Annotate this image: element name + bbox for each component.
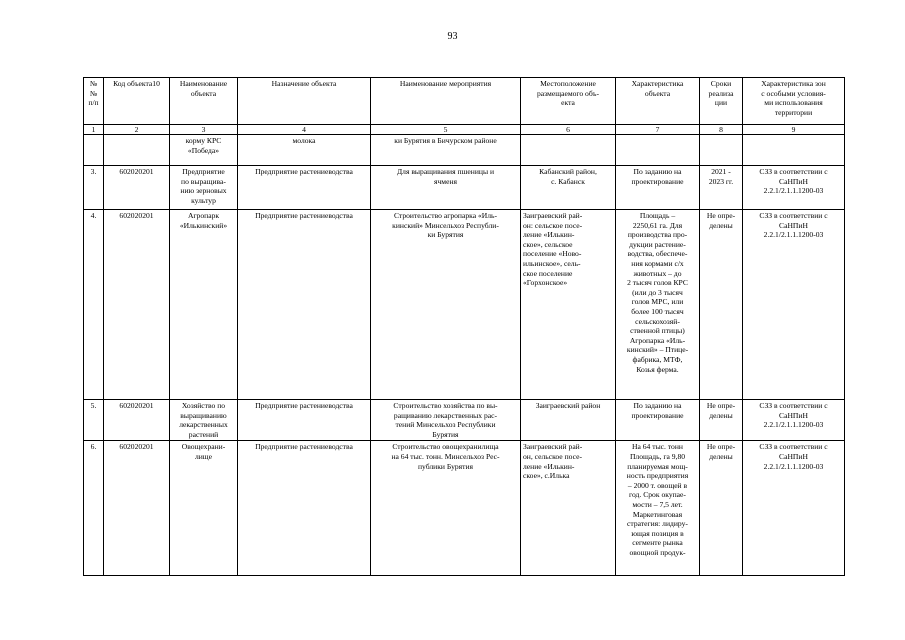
header-cell-deadlines: Сроки реализа ции (700, 78, 743, 125)
characteristics-cell (616, 135, 700, 166)
object-code-cell (104, 135, 170, 166)
deadline-cell (700, 135, 743, 166)
object-name-cell: Овощехрани- лище (170, 441, 238, 576)
deadline-cell: 2021 - 2023 гг. (700, 166, 743, 210)
measure-name-cell: ки Бурятия в Бичурском районе (371, 135, 521, 166)
header-cell-number: № № п/п (84, 78, 104, 125)
characteristics-cell: По заданию на проектирование (616, 400, 700, 441)
zone-cell (743, 135, 845, 166)
column-number: 6 (521, 125, 616, 135)
zone-cell: СЗЗ в соответствии с СаНПиН 2.2.1/2.1.1.1200-03 (743, 166, 845, 210)
page-number: 93 (447, 31, 458, 42)
column-number: 5 (371, 125, 521, 135)
characteristics-cell: По заданию на проектирование (616, 166, 700, 210)
zone-cell: СЗЗ в соответствии с СаНПиН 2.2.1/2.1.1.1200-03 (743, 441, 845, 576)
column-number: 8 (700, 125, 743, 135)
object-code-cell: 602020201 (104, 166, 170, 210)
location-cell: Кабанский район, с. Кабанск (521, 166, 616, 210)
row-number-cell: 6. (84, 441, 104, 576)
location-cell: Заиграевский рай- он: сельское посе- ление «Илькин- ское», сельское поселение «Ново- ильинское», сель- ское поселение «Горхонское» (521, 210, 616, 400)
object-purpose-cell: Предприятие растениеводства (238, 400, 371, 441)
table-row (84, 135, 845, 166)
object-purpose-cell: Предприятие растениеводства (238, 441, 371, 576)
object-name-cell: Предприятие по выращива- нию зерновых культур (170, 166, 238, 210)
zone-cell: СЗЗ в соответствии с СаНПиН 2.2.1/2.1.1.1200-03 (743, 210, 845, 400)
deadline-cell: Не опре- делены (700, 210, 743, 400)
header-row (84, 78, 845, 125)
column-number: 3 (170, 125, 238, 135)
header-cell-object-purpose: Назначение объекта (238, 78, 371, 125)
column-number: 4 (238, 125, 371, 135)
column-numbers-row (84, 125, 845, 135)
table-row (84, 400, 845, 441)
object-purpose-cell: Предприятие растениеводства (238, 166, 371, 210)
investment-objects-table (83, 77, 845, 576)
characteristics-cell: Площадь – 2250,61 га. Для производства про- дукции растение- водства, обеспече- ния кормами с/х животных – до 2 тысяч голов КРС (или до 3 тысяч голов МРС, или более 100 тысяч сельскохозяй- ственной птицы) Агропарка «Иль- кинский» – Птице- фабрика, МТФ, Козья ферма. (616, 210, 700, 400)
object-code-cell: 602020201 (104, 400, 170, 441)
column-number: 1 (84, 125, 104, 135)
column-number: 2 (104, 125, 170, 135)
object-purpose-cell: молока (238, 135, 371, 166)
object-name-cell: Агропарк «Илькинский» (170, 210, 238, 400)
column-number: 7 (616, 125, 700, 135)
measure-name-cell: Для выращивания пшеницы и ячменя (371, 166, 521, 210)
column-number: 9 (743, 125, 845, 135)
header-cell-object-code: Код объекта10 (104, 78, 170, 125)
object-purpose-cell: Предприятие растениеводства (238, 210, 371, 400)
measure-name-cell: Строительство хозяйства по вы- ращиванию лекарственных рас- тений Минсельхоз Республики Бурятия (371, 400, 521, 441)
header-cell-characteristics: Характеристика объекта (616, 78, 700, 125)
deadline-cell: Не опре- делены (700, 441, 743, 576)
table-row (84, 441, 845, 576)
row-number-cell: 5. (84, 400, 104, 441)
zone-cell: СЗЗ в соответствии с СаНПиН 2.2.1/2.1.1.1200-03 (743, 400, 845, 441)
table-row (84, 166, 845, 210)
row-number-cell (84, 135, 104, 166)
object-name-cell: Хозяйство по выращиванию лекарственных растений (170, 400, 238, 441)
row-number-cell: 4. (84, 210, 104, 400)
header-cell-measure-name: Наименование мероприятия (371, 78, 521, 125)
object-code-cell: 602020201 (104, 441, 170, 576)
characteristics-cell: На 64 тыс. тонн Площадь, га 9,80 планируемая мощ- ность предприятия – 2000 т. овощей в год. Срок окупае- мости – 7,5 лет. Маркетинговая стратегия: лидиру- ющая позиция в сегменте рынка овощной продук- (616, 441, 700, 576)
row-number-cell: 3. (84, 166, 104, 210)
location-cell: Заиграевский рай- он, сельское посе- ление «Илькин- ское», с.Илька (521, 441, 616, 576)
object-name-cell: корму КРС «Победа» (170, 135, 238, 166)
object-code-cell: 602020201 (104, 210, 170, 400)
header-cell-location: Местоположение размещаемого объ- екта (521, 78, 616, 125)
measure-name-cell: Строительство овощехранилища на 64 тыс. тонн. Минсельхоз Рес- публики Бурятия (371, 441, 521, 576)
location-cell: Заиграевский район (521, 400, 616, 441)
location-cell (521, 135, 616, 166)
header-cell-zone-characteristics: Характеристика зон с особыми условия- ми использования территории (743, 78, 845, 125)
deadline-cell: Не опре- делены (700, 400, 743, 441)
table-row (84, 210, 845, 400)
header-cell-object-name: Наименование объекта (170, 78, 238, 125)
measure-name-cell: Строительство агропарка «Иль- кинский» Минсельхоз Республи- ки Бурятия (371, 210, 521, 400)
